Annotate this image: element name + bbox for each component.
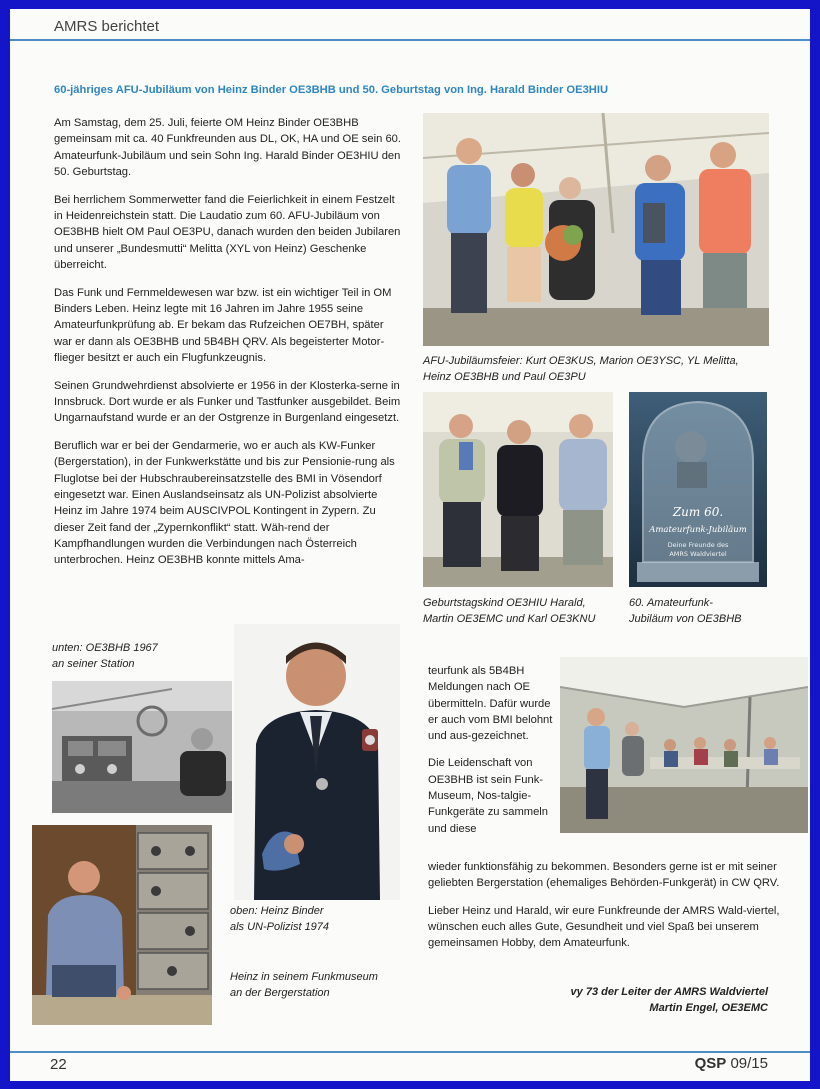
article-title: 60-jähriges AFU-Jubiläum von Heinz Binder OE3BHB und 50. Geburtstag von Ing. Harald Binder OE3HIU bbox=[54, 84, 609, 96]
paragraph: Seinen Grundwehrdienst absolvierte er 1956 in der Klosterka-serne in Innsbruck. Dort wurde er als Funker und Tastfunker ausgebildet. Beim Ungarnaufstand wurde er an der Ostgrenze in Burgenland eingesetzt. bbox=[54, 379, 401, 425]
signature: vy 73 der Leiter der AMRS Waldviertel Martin Engel, OE3EMC bbox=[570, 986, 768, 1014]
magazine-name: QSP bbox=[694, 1055, 727, 1072]
birthday-photo-caption: Geburtstagskind OE3HIU Harald, Martin OE3EMC und Karl OE3KNU bbox=[423, 597, 596, 625]
trophy-photo-caption: 60. Amateurfunk- Jubiläum von OE3BHB bbox=[629, 597, 742, 625]
birthday-photo bbox=[423, 392, 613, 587]
trophy-photo bbox=[629, 392, 767, 587]
un-police-portrait bbox=[234, 624, 400, 900]
group-photo bbox=[423, 113, 769, 346]
page-number: 22 bbox=[50, 1056, 67, 1073]
issue-number: 09/15 bbox=[730, 1055, 768, 1072]
article-body-left bbox=[54, 115, 401, 568]
station-1967-photo bbox=[52, 681, 232, 813]
un-police-caption: oben: Heinz Binder als UN-Polizist 1974 bbox=[230, 905, 330, 933]
paragraph: teurfunk als 5B4BH Meldungen nach OE übermitteln. Dafür wurde er auch vom BMI belohnt und aus-gezeichnet. bbox=[428, 665, 553, 743]
magazine-issue bbox=[695, 1055, 768, 1072]
funkmuseum-photo bbox=[32, 825, 212, 1025]
paragraph: Am Samstag, dem 25. Juli, feierte OM Heinz Binder OE3BHB gemeinsam mit ca. 40 Funkfreunden aus DL, OK, HA und OE sein 60. Amateurfunk-Jubiläum und sein Sohn Ing. Harald Binder OE3HIU den 50. Geburtstag. bbox=[54, 117, 401, 178]
magazine-page bbox=[10, 9, 810, 1081]
article-body-bottom bbox=[428, 859, 796, 962]
trophy-engraving-line1: Zum 60. bbox=[672, 505, 724, 519]
paragraph: Die Leidenschaft von OE3BHB ist sein Funk-Museum, Nos-talgie-Funkgeräte zu sammeln und diese bbox=[428, 757, 549, 835]
paragraph: wieder funktionsfähig zu bekommen. Besonders gerne ist er mit seiner geliebten Bergerstation (ehemaliges Behörden-Funkgerät) in CW QRV. bbox=[428, 861, 780, 890]
trophy-engraving-line2: Amateurfunk-Jubiläum bbox=[649, 525, 747, 535]
article-body-middle bbox=[428, 663, 558, 848]
trophy-engraving-line4: AMRS Waldviertel bbox=[669, 550, 727, 558]
paragraph: Bei herrlichem Sommerwetter fand die Feierlichkeit in einem Festzelt in Heidenreichstein statt. Die Laudatio zum 60. AFU-Jubiläum von OE3BHB hielt OM Paul OE3PU, danach wurden den beiden Jubilaren und unserer „Bundesmutti“ Melitta (XYL von Heinz) Geschenke überreicht. bbox=[54, 193, 401, 271]
section-title: AMRS berichtet bbox=[54, 18, 160, 35]
festzelt-photo bbox=[560, 657, 808, 833]
footer-divider bbox=[10, 1051, 810, 1053]
paragraph: Beruflich war er bei der Gendarmerie, wo er auch als KW-Funker (Bergerstation), in der Funkwerkstätte und bis zur Pensionie-rung als Fluglotse bei der Hubschraubereinsatzstelle des BMI in Vösendorf eingesetzt war. Einen Auslandseinsatz als UN-Polizist absolvierte Heinz im Jahre 1974 beim AUSCIVPOL Kontingent in Zypern. Zu dieser Zeit fand der „Zypernkonflikt“ statt. Wäh-rend der Kampfhandlungen wurden die Verbindungen nach Österreich unterbrochen. Heinz OE3BHB konnte mittels Ama- bbox=[54, 440, 395, 567]
header-divider bbox=[10, 39, 810, 41]
funkmuseum-caption: Heinz in seinem Funkmuseum an der Bergerstation bbox=[230, 971, 378, 999]
station-1967-caption: unten: OE3BHB 1967 an seiner Station bbox=[52, 642, 158, 670]
group-photo-caption: AFU-Jubiläumsfeier: Kurt OE3KUS, Marion OE3YSC, YL Melitta, Heinz OE3BHB und Paul OE3PU bbox=[423, 355, 739, 383]
trophy-engraving-line3: Deine Freunde des bbox=[667, 541, 729, 549]
paragraph: Lieber Heinz und Harald, wir eure Funkfreunde der AMRS Wald-viertel, wünschen euch alles Gute, Gesundheit und viel Spaß bei unserem gemeinsamen Hobby, dem Amateurfunk. bbox=[428, 904, 780, 950]
paragraph: Das Funk und Fernmeldewesen war bzw. ist ein wichtiger Teil in OM Binders Leben. Heinz legte mit 16 Jahren im Jahre 1955 seine Amateurfunkprüfung ab. Er bekam das Rufzeichen OE7BH, später war er dann als OE3BHB und 5B4BH QRV. Als begeisterter Motor-flieger besitzt er auch ein Flugfunkzeugnis. bbox=[54, 286, 392, 364]
